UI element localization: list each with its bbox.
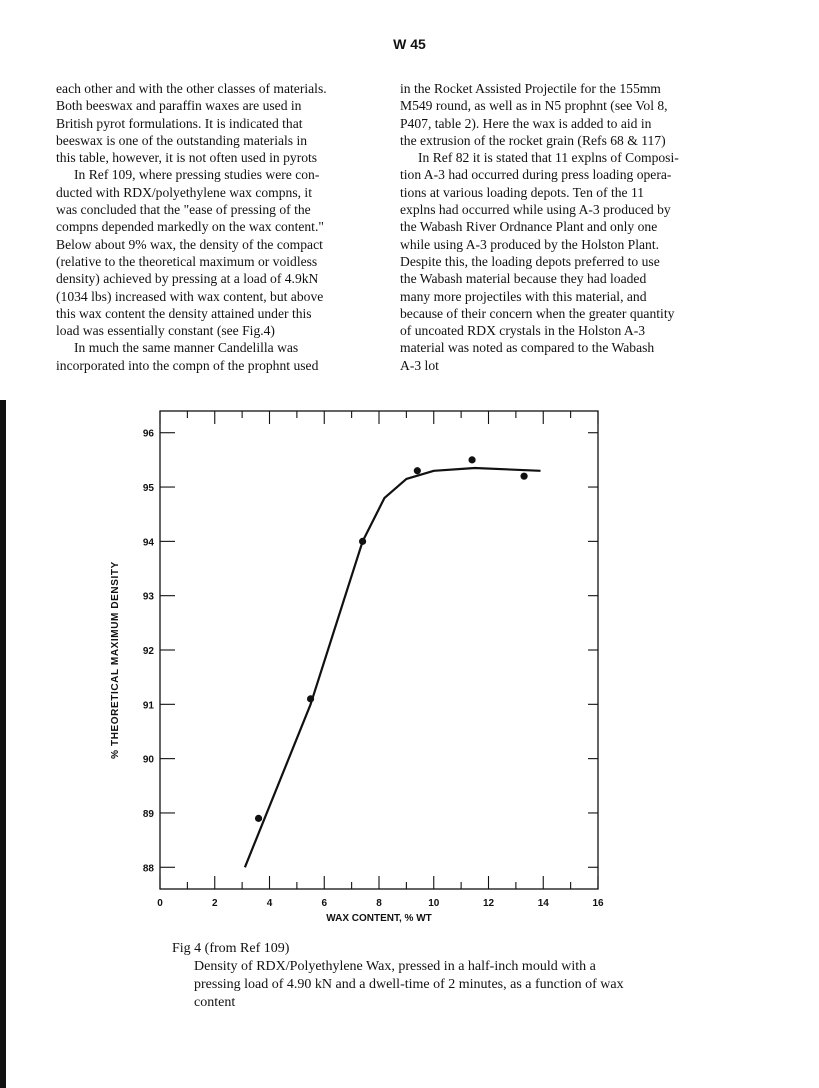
text-line: In much the same manner Candelilla was (74, 340, 299, 356)
x-tick-label: 6 (321, 898, 328, 909)
page-number: W 45 (393, 36, 426, 52)
text-line: tions at various loading depots. Ten of the 11 (400, 184, 645, 200)
y-tick-label: 88 (142, 863, 154, 875)
y-tick-label: 90 (142, 754, 154, 766)
text-line: incorporated into the compn of the prophnt used (56, 357, 319, 373)
text-line: because of their concern when the greater quantity (400, 305, 675, 321)
x-axis-label: WAX CONTENT, % WT (326, 913, 432, 924)
x-tick-label: 14 (537, 898, 549, 909)
x-tick-label: 16 (592, 898, 604, 909)
plot-frame (160, 411, 598, 889)
text-line: ducted with RDX/polyethylene wax compns, it (56, 184, 312, 200)
text-line: Both beeswax and paraffin waxes are used in (56, 98, 302, 114)
text-line: P407, table 2). Here the wax is added to aid in (400, 115, 652, 131)
figure-caption-title: Fig 4 (from Ref 109) (172, 941, 290, 956)
y-tick-label: 89 (142, 808, 154, 820)
data-point (307, 695, 314, 702)
text-line: compns depended markedly on the wax content." (56, 219, 324, 235)
text-line: beeswax is one of the outstanding materials in (56, 132, 308, 148)
text-line: was concluded that the "ease of pressing of the (56, 202, 311, 218)
y-axis-label: % THEORETICAL MAXIMUM DENSITY (110, 561, 121, 759)
text-line: the Wabash River Ordnance Plant and only one (400, 219, 658, 235)
text-line: In Ref 82 it is stated that 11 explns of Composi- (418, 150, 679, 166)
text-line: (1034 lbs) increased with wax content, but above (56, 288, 324, 304)
text-line: the Wabash material because they had loaded (400, 271, 647, 287)
figure-caption-body: Density of RDX/Polyethylene Wax, pressed in a half-inch mould with a pressing load of 4.90 kN and a dwell-time of 2 minutes, as a function of wax content (194, 959, 624, 1010)
text-line: this wax content the density attained under this (56, 305, 312, 321)
y-tick-label: 91 (142, 700, 154, 712)
x-tick-label: 8 (376, 898, 382, 909)
text-line: tion A-3 had occurred during press loading opera- (400, 167, 672, 183)
fit-curve (245, 468, 541, 867)
text-line: in the Rocket Assisted Projectile for the 155mm (400, 81, 661, 96)
text-line: of uncoated RDX crystals in the Holston A-3 (400, 323, 646, 339)
x-tick-label: 12 (482, 898, 495, 909)
x-tick-label: 10 (428, 898, 440, 909)
y-tick-label: 93 (142, 591, 154, 603)
text-line: material was noted as compared to the Wabash (400, 340, 655, 356)
text-line: the extrusion of the rocket grain (Refs 68 & 117) (400, 132, 666, 148)
text-line: explns had occurred while using A-3 produced by (400, 202, 671, 218)
data-point (468, 456, 475, 463)
text-line: Despite this, the loading depots preferred to use (400, 253, 660, 269)
text-line: M549 round, as well as in N5 prophnt (see Vol 8, (400, 98, 668, 114)
text-line: load was essentially constant (see Fig.4) (56, 323, 275, 339)
text-line: each other and with the other classes of materials. (56, 81, 327, 96)
data-point (359, 538, 366, 545)
data-point (255, 815, 262, 822)
text-line: many more projectiles with this material, and (400, 288, 647, 304)
data-point (520, 473, 527, 480)
x-tick-label: 0 (157, 898, 163, 909)
text-line: density) achieved by pressing at a load of 4.9kN (56, 271, 319, 287)
text-line: (relative to the theoretical maximum or voidless (56, 253, 318, 269)
text-line: A-3 lot (400, 357, 439, 373)
text-line: while using A-3 produced by the Holston Plant. (400, 236, 660, 252)
y-tick-label: 92 (142, 646, 154, 657)
y-tick-label: 94 (142, 537, 154, 549)
text-line: this table, however, it is not often used in pyrots (56, 150, 318, 166)
y-tick-label: 96 (142, 428, 154, 440)
text-line: Below about 9% wax, the density of the compact (56, 236, 323, 252)
x-tick-label: 2 (211, 898, 218, 909)
y-tick-label: 95 (142, 483, 154, 495)
data-point (414, 467, 421, 474)
text-line: In Ref 109, where pressing studies were con- (74, 167, 320, 183)
figure-caption (0, 940, 634, 1012)
text-line: British pyrot formulations. It is indicated that (56, 115, 303, 131)
x-tick-label: 4 (266, 898, 273, 909)
